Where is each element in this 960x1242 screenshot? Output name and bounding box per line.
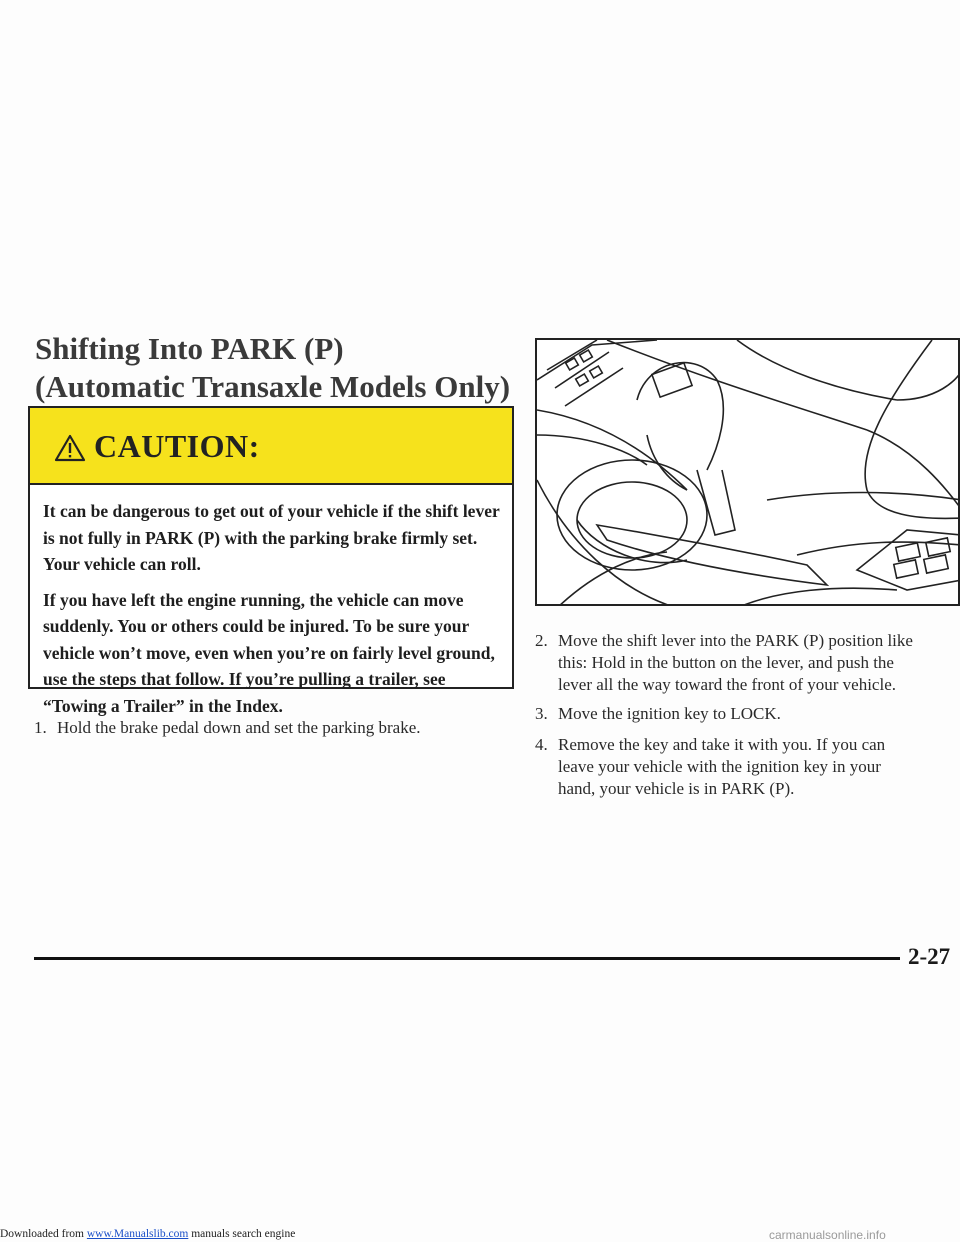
caution-label: CAUTION:	[94, 428, 260, 464]
caution-paragraph-2: If you have left the engine running, the vehicle can move suddenly. You or others could be injured. To be sure your vehicle won’t move, even when you’re on fairly level ground, use the steps that follow. If you’re pulling a trailer, see “Towing a Trailer” in the Index.	[43, 589, 495, 716]
step-3-text: Move the ignition key to LOCK.	[558, 704, 781, 723]
download-suffix: manuals search engine	[188, 1228, 296, 1240]
page-number: 2-27	[908, 944, 951, 969]
caution-paragraph-1: It can be dangerous to get out of your vehicle if the shift lever is not fully in PARK (P) with the parking brake firmly set. Your vehicle can roll.	[43, 501, 500, 574]
section-title	[35, 330, 510, 406]
caution-header	[30, 408, 512, 485]
download-credit	[0, 1228, 295, 1240]
title-line-1: Shifting Into PARK (P)	[35, 331, 344, 366]
step-4-number: 4.	[535, 735, 548, 754]
warning-triangle-icon	[54, 434, 86, 462]
step-3-number: 3.	[535, 704, 548, 723]
shift-lever-illustration	[535, 338, 960, 606]
step-1-text: Hold the brake pedal down and set the parking brake.	[57, 718, 421, 737]
shift-lever-drawing	[537, 340, 960, 606]
step-2-line-3: lever all the way toward the front of your vehicle.	[558, 675, 896, 694]
step-2-number: 2.	[535, 631, 548, 650]
step-2-line-2: this: Hold in the button on the lever, and push the	[558, 653, 894, 672]
step-1-number: 1.	[34, 718, 47, 737]
step-4-line-2: leave your vehicle with the ignition key in your	[558, 757, 881, 776]
caution-box	[28, 406, 514, 716]
title-line-2: (Automatic Transaxle Models Only)	[35, 369, 511, 404]
step-4-line-3: hand, your vehicle is in PARK (P).	[558, 779, 795, 798]
step-4-line-1: Remove the key and take it with you. If you can	[558, 735, 886, 754]
caution-text	[43, 498, 505, 728]
step-2-line-1: Move the shift lever into the PARK (P) position like	[558, 631, 913, 650]
footer-rule	[34, 957, 900, 960]
manualslib-link[interactable]: www.Manualslib.com	[86, 1228, 189, 1240]
download-prefix: Downloaded from	[0, 1228, 84, 1240]
watermark: carmanualsonline.info	[769, 1228, 886, 1242]
